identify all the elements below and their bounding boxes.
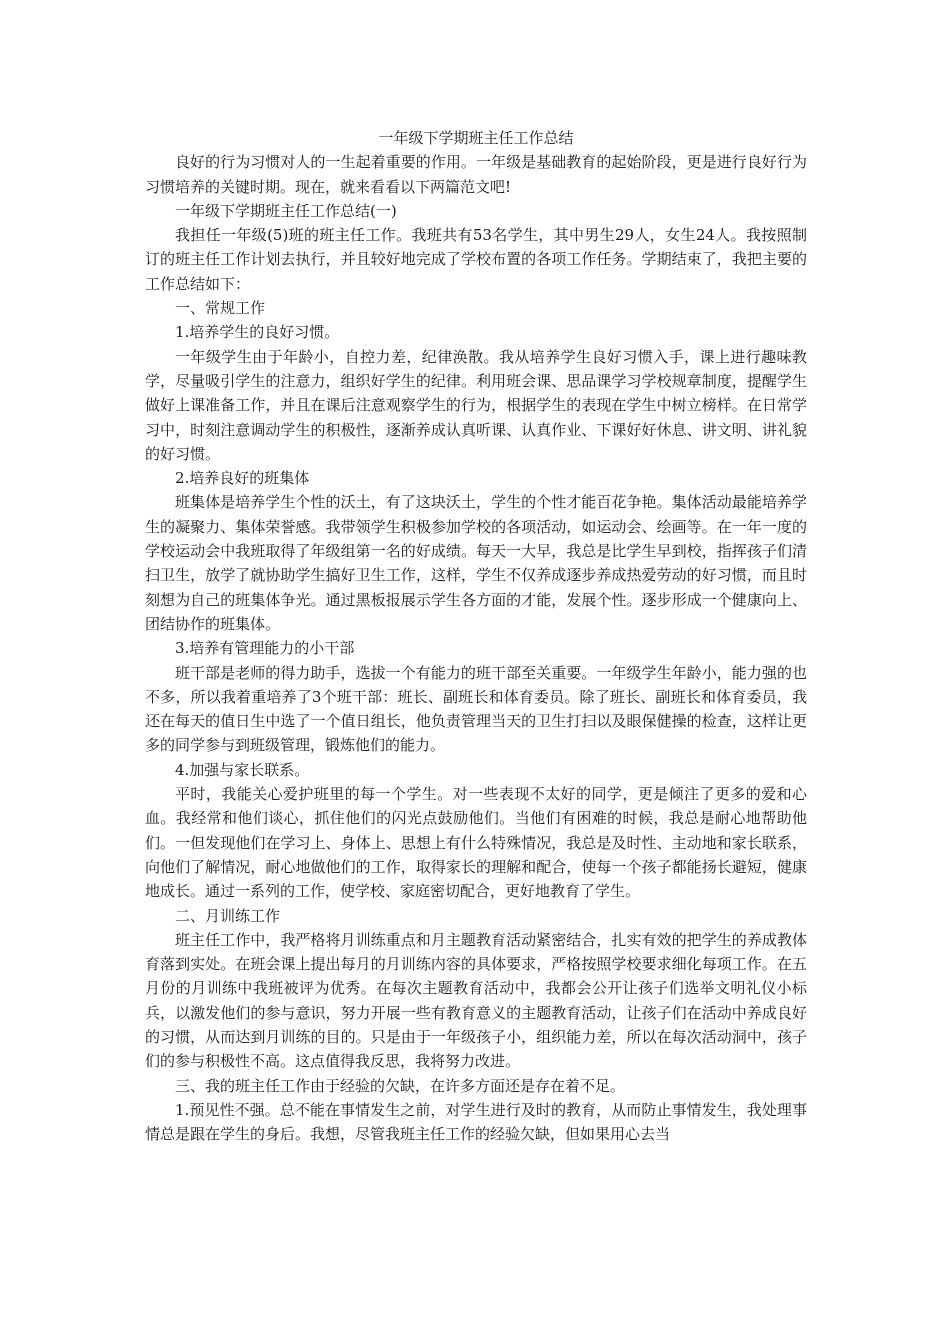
section-heading: 一、常规工作 xyxy=(175,299,266,318)
subsection-heading: 1.培养学生的良好习惯。 xyxy=(175,323,340,342)
body-paragraph: 一年级学生由于年龄小，自控力差，纪律涣散。我从培养学生良好习惯入手，课上进行趣味教学，尽量吸引学生的注意力，组织好学生的纪律。利用班会课、思品课学习学校规章制度，提醒学生做好上课准备工作，并且在课后注意观察学生的行为，根据学生的表现在学生中树立榜样。在日常学习中，时刻注意调动学生的积极性，逐渐养成认真听课、认真作业、下课好好休息、讲文明、讲礼貌的好习惯。 xyxy=(145,347,807,463)
body-paragraph: 我担任一年级(5)班的班主任工作。我班共有53名学生，其中男生29人，女生24人。我按照制订的班主任工作计划去执行，并且较好地完成了学校布置的各项工作任务。学期结束了，我把主要的工作总结如下： xyxy=(145,226,807,293)
body-paragraph: 班主任工作中，我严格将月训练重点和月主题教育活动紧密结合，扎实有效的把学生的养成教体育落到实处。在班会课上提出每月的月训练内容的具体要求，严格按照学校要求细化每项工作。在五月份的月训练中我班被评为优秀。在每次主题教育活动中，我都会公开让孩子们选举文明礼仪小标兵，以激发他们的参与意识，努力开展一些有教育意义的主题教育活动，让孩子们在活动中养成良好的习惯，从而达到月训练的目的。只是由于一年级孩子小，组织能力差，所以在每次活动洞中，孩子们的参与积极性不高。这点值得我反思，我将努力改进。 xyxy=(145,930,807,1071)
document-body xyxy=(145,126,807,1146)
subsection-heading: 3.培养有管理能力的小干部 xyxy=(175,639,355,658)
section-heading: 一年级下学期班主任工作总结(一) xyxy=(175,201,397,220)
section-heading: 三、我的班主任工作由于经验的欠缺，在许多方面还是存在着不足。 xyxy=(175,1076,626,1095)
body-paragraph: 班干部是老师的得力助手，选拔一个有能力的班干部至关重要。一年级学生年龄小，能力强的也不多，所以我着重培养了3个班干部：班长、副班长和体育委员。除了班长、副班长和体育委员，我还在每天的值日生中选了一个值日组长，他负责管理当天的卫生打扫以及眼保健操的检查，这样让更多的同学参与到班级管理，锻炼他们的能力。 xyxy=(145,663,807,755)
body-paragraph: 1.预见性不强。总不能在事情发生之前，对学生进行及时的教育，从而防止事情发生，我处理事情总是跟在学生的身后。我想，尽管我班主任工作的经验欠缺，但如果用心去当 xyxy=(145,1100,807,1144)
document-title: 一年级下学期班主任工作总结 xyxy=(378,129,574,147)
intro-paragraph: 良好的行为习惯对人的一生起着重要的作用。一年级是基础教育的起始阶段，更是进行良好行为习惯培养的关键时期。现在，就来看看以下两篇范文吧! xyxy=(145,153,807,196)
subsection-heading: 4.加强与家长联系。 xyxy=(175,760,310,779)
body-paragraph: 班集体是培养学生个性的沃土，有了这块沃土，学生的个性才能百花争艳。集体活动最能培养学生的凝聚力、集体荣誉感。我带领学生积极参加学校的各项活动，如运动会、绘画等。在一年一度的学校运动会中我班取得了年级组第一名的好成绩。每天一大早，我总是比学生早到校，指挥孩子们清扫卫生，放学了就协助学生搞好卫生工作，这样，学生不仅养成逐步养成热爱劳动的好习惯，而且时刻想为自己的班集体争光。通过黑板报展示学生各方面的才能，发展个性。逐步形成一个健康向上、团结协作的班集体。 xyxy=(145,493,807,633)
body-paragraph: 平时，我能关心爱护班里的每一个学生。对一些表现不太好的同学，更是倾注了更多的爱和心血。我经常和他们谈心，抓住他们的闪光点鼓励他们。当他们有困难的时候，我总是耐心地帮助他们。一但发现他们在学习上、身体上、思想上有什么特殊情况，我总是及时性、主动地和家长联系，向他们了解情况，耐心地做他们的工作，取得家长的理解和配合，使每一个孩子都能扬长避短，健康地成长。通过一系列的工作，使学校、家庭密切配合，更好地教育了学生。 xyxy=(145,785,807,901)
section-heading: 二、月训练工作 xyxy=(175,906,281,925)
subsection-heading: 2.培养良好的班集体 xyxy=(175,469,310,488)
